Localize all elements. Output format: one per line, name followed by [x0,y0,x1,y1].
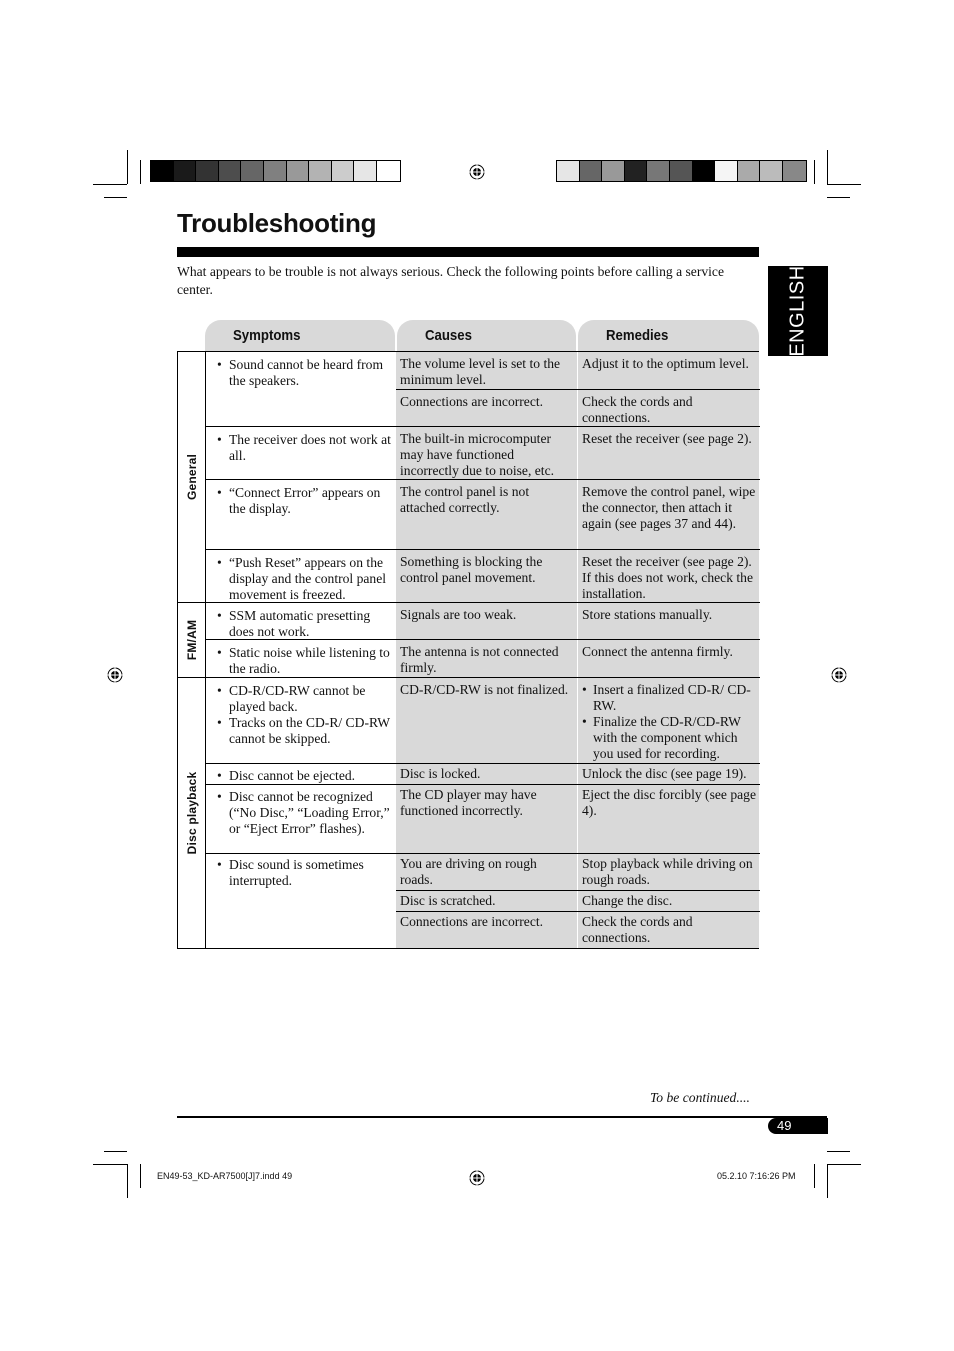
table-row-symptom: • Sound cannot be heard from the speakers. [214,357,396,389]
crop-mark [93,1164,127,1165]
intro-text: What appears to be trouble is not always serious. Check the following points before calling a service center. [177,264,724,297]
title-rule [177,247,759,257]
table-row-symptom: • CD-R/CD-RW cannot be played back. • Tracks on the CD-R/ CD-RW cannot be skipped. [214,683,396,747]
crop-mark [827,150,828,184]
footer-rule [177,1116,827,1118]
category-disc-playback: Disc playback [178,677,206,948]
page-title: Troubleshooting [177,208,377,238]
row-divider [396,389,760,390]
crop-mark [827,1164,861,1165]
table-row-cause: The volume level is set to the minimum level. [396,352,577,389]
table-row-cause: CD-R/CD-RW is not finalized. [396,678,577,763]
continued-note: To be continued.... [650,1090,750,1105]
registration-target-icon [469,1170,485,1186]
table-row-symptom: • The receiver does not work at all. [214,432,396,464]
registration-target-icon [107,667,123,683]
table-row-cause: Something is blocking the control panel movement. [396,550,577,602]
crop-mark [814,1164,815,1188]
table-row-remedy: Eject the disc forcibly (see page 4). [578,785,759,853]
page-number: 49 [768,1118,828,1134]
table-row-remedy: Reset the receiver (see page 2). If this does not work, check the installation. [578,550,759,602]
category-fmam: FM/AM [178,602,206,677]
column-header-symptoms: Symptoms [205,320,395,352]
category-general: General [178,352,206,602]
table-row-cause: The CD player may have functioned incorrectly. [396,785,577,853]
print-slug-right: 05.2.10 7:16:26 PM [717,1171,796,1181]
print-slug-left: EN49-53_KD-AR7500[J]7.indd 49 [157,1171,293,1181]
table-row-remedy: Unlock the disc (see page 19). [578,764,759,784]
table-row-remedy: Change the disc. [578,891,759,911]
crop-mark [93,184,127,185]
crop-mark [814,160,815,184]
table-row-cause: The built-in microcomputer may have functioned incorrectly due to noise, etc. [396,427,577,479]
registration-target-icon [831,667,847,683]
table-row-remedy: Store stations manually. [578,603,759,639]
crop-mark [127,1164,128,1198]
crop-mark [140,160,141,184]
crop-mark [127,150,128,184]
table-row-remedy: Stop playback while driving on rough roads. [578,854,759,890]
table-row-remedy: • Insert a finalized CD-R/ CD-RW. • Finalize the CD-R/CD-RW with the component which you used for recording. [578,678,759,763]
table-row-cause: The antenna is not connected firmly. [396,640,577,677]
language-tab-label: ENGLISH [786,265,809,357]
table-row-remedy: Adjust it to the optimum level. [578,352,759,389]
crop-mark [140,1164,141,1188]
crop-mark [827,184,861,185]
table-row-cause: Connections are incorrect. [396,912,577,948]
table-row-symptom: • “Connect Error” appears on the display. [214,485,396,517]
column-header-causes: Causes [397,320,576,352]
table-row-remedy: Check the cords and connections. [578,912,759,948]
table-row-symptom: • Disc sound is sometimes interrupted. [214,857,396,889]
table-row-remedy: Check the cords and connections. [578,390,759,426]
crop-mark [104,197,127,198]
troubleshooting-table [177,351,759,949]
table-row-cause: Disc is scratched. [396,891,577,911]
color-bar-left [150,160,401,182]
table-row-symptom: • Disc cannot be recognized (“No Disc,” “Loading Error,” or “Eject Error” flashes). [214,789,396,837]
crop-mark [827,1151,850,1152]
table-row-cause: The control panel is not attached correctly. [396,480,577,549]
color-bar-right [556,160,807,182]
table-row-cause: Connections are incorrect. [396,390,577,426]
language-tab [768,266,828,356]
table-row-symptom: • “Push Reset” appears on the display and the control panel movement is freezed. [214,555,396,603]
table-row-remedy: Connect the antenna firmly. [578,640,759,677]
table-row-cause: Disc is locked. [396,764,577,784]
crop-mark [827,1164,828,1198]
table-row-symptom: • SSM automatic presetting does not work. [214,608,396,640]
registration-target-icon [469,164,485,180]
crop-mark [827,197,850,198]
table-row-symptom: • Disc cannot be ejected. [214,768,396,784]
table-row-remedy: Remove the control panel, wipe the connector, then attach it again (see pages 37 and 44). [578,480,759,549]
table-row-remedy: Reset the receiver (see page 2). [578,427,759,479]
column-header-remedies: Remedies [578,320,759,352]
table-row-cause: You are driving on rough roads. [396,854,577,890]
crop-mark [104,1151,127,1152]
table-row-cause: Signals are too weak. [396,603,577,639]
table-row-symptom: • Static noise while listening to the radio. [214,645,396,677]
